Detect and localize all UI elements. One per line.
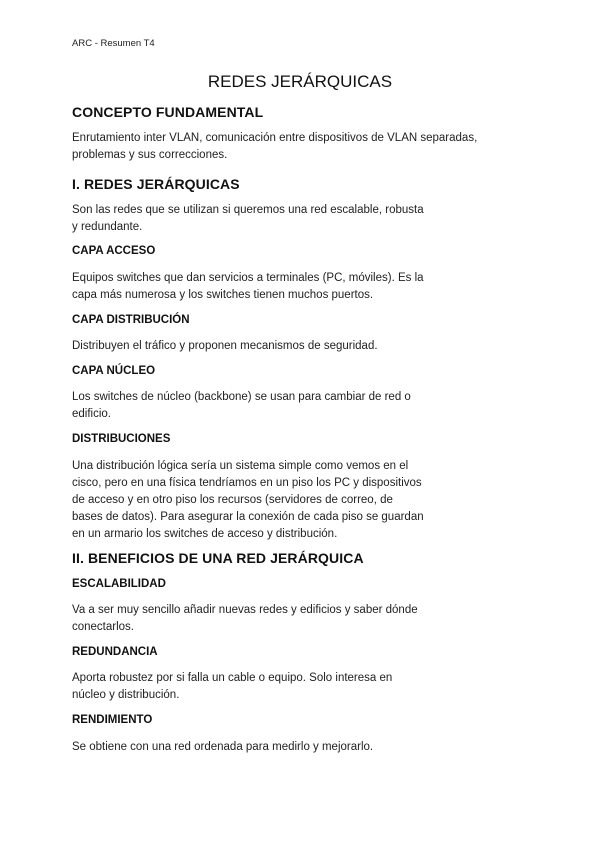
paragraph-capa-distribucion [72,338,378,355]
text-line: Se obtiene con una red ordenada para medirlo y mejorarlo. [72,741,374,753]
heading-rendimiento: RENDIMIENTO [72,714,153,726]
text-line: y redundante. [72,221,143,233]
paragraph-concepto [72,130,477,164]
paragraph-distribuciones [72,458,424,543]
heading-escalabilidad: ESCALABILIDAD [72,578,166,590]
text-line: de acceso y en otro piso los recursos (servidores de correo, de [72,494,393,506]
text-line: conectarlos. [72,621,135,633]
heading-beneficios: II. BENEFICIOS DE UNA RED JERÁRQUICA [72,550,364,566]
text-line: capa más numerosa y los switches tienen muchos puertos. [72,289,374,301]
text-line: Enrutamiento inter VLAN, comunicación entre dispositivos de VLAN separadas, [72,132,478,144]
paragraph-redes [72,202,424,236]
paragraph-redundancia [72,670,392,704]
text-line: Los switches de núcleo (backbone) se usan para cambiar de red o [72,391,411,403]
text-line: Son las redes que se utilizan si queremos una red escalable, robusta [72,204,424,216]
text-line: Aporta robustez por si falla un cable o equipo. Solo interesa en [72,672,393,684]
heading-redundancia: REDUNDANCIA [72,646,158,658]
paragraph-rendimiento [72,739,373,756]
text-line: Equipos switches que dan servicios a terminales (PC, móviles). Es la [72,272,424,284]
heading-capa-acceso: CAPA ACCESO [72,245,156,257]
heading-concepto-fundamental: CONCEPTO FUNDAMENTAL [72,104,264,120]
text-line: Distribuyen el tráfico y proponen mecanismos de seguridad. [72,340,378,352]
heading-redes-jerarquicas: I. REDES JERÁRQUICAS [72,176,240,192]
text-line: Va a ser muy sencillo añadir nuevas redes y edificios y saber dónde [72,604,418,616]
paragraph-capa-nucleo [72,389,411,423]
text-line: problemas y sus correcciones. [72,149,228,161]
running-header: ARC - Resumen T4 [72,38,155,49]
paragraph-capa-acceso [72,270,424,304]
heading-distribuciones: DISTRIBUCIONES [72,433,171,445]
text-line: núcleo y distribución. [72,689,180,701]
text-line: cisco, pero en una física tendríamos en un piso los PC y dispositivos [72,477,422,489]
text-line: en un armario los switches de acceso y distribución. [72,528,338,540]
heading-capa-distribucion: CAPA DISTRIBUCIÓN [72,314,190,326]
text-line: Una distribución lógica sería un sistema simple como vemos en el [72,460,409,472]
text-line: bases de datos). Para asegurar la conexión de cada piso se guardan [72,511,424,523]
paragraph-escalabilidad [72,602,418,636]
page-title: REDES JERÁRQUICAS [207,72,393,91]
heading-capa-nucleo: CAPA NÚCLEO [72,365,156,377]
text-line: edificio. [72,408,111,420]
